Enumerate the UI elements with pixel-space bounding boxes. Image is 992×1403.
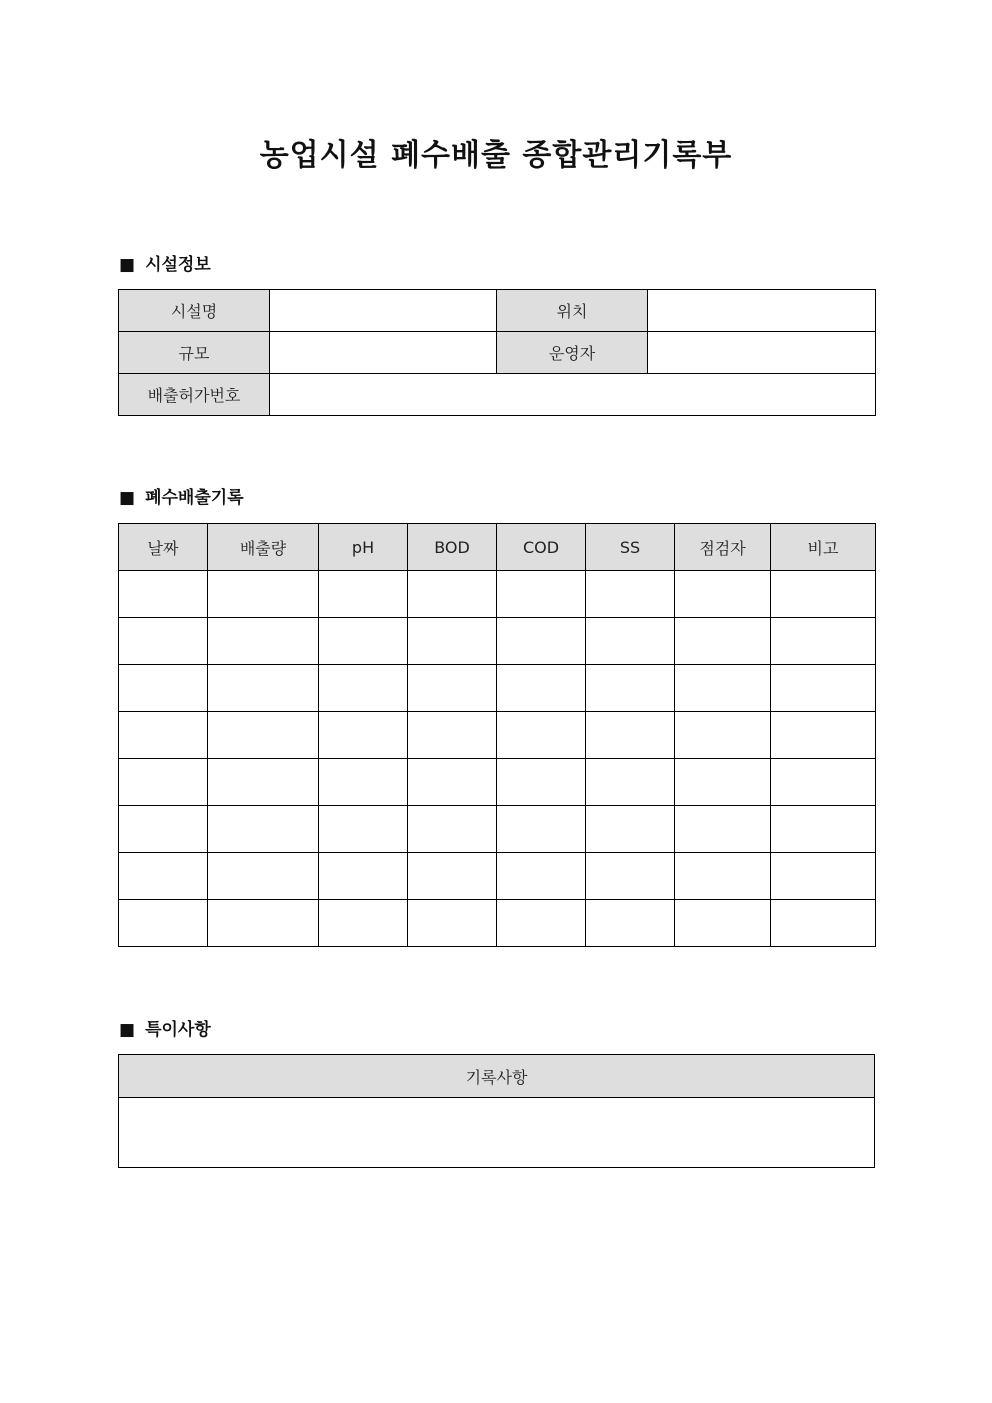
table-cell[interactable] [586,806,675,853]
table-cell[interactable] [319,806,408,853]
table-cell[interactable] [408,900,497,947]
table-cell[interactable] [119,712,208,759]
discharge-heading-text: 폐수배출기록 [145,488,244,508]
table-cell[interactable] [119,806,208,853]
facility-row-scale-operator [119,332,876,374]
table-cell[interactable] [319,571,408,618]
scale-field[interactable] [270,332,497,374]
column-header-ph: pH [319,524,408,571]
table-cell[interactable] [675,759,771,806]
table-cell[interactable] [497,806,586,853]
facility-name-field[interactable] [270,290,497,332]
table-cell[interactable] [675,853,771,900]
table-cell[interactable] [408,571,497,618]
table-cell[interactable] [208,665,319,712]
column-header-bod: BOD [408,524,497,571]
table-row [119,665,876,712]
table-cell[interactable] [771,853,876,900]
location-field[interactable] [648,290,876,332]
table-cell[interactable] [119,759,208,806]
table-cell[interactable] [319,618,408,665]
table-cell[interactable] [408,665,497,712]
table-cell[interactable] [586,900,675,947]
discharge-header-row [119,524,876,571]
table-cell[interactable] [208,900,319,947]
document-title: 농업시설 폐수배출 종합관리기록부 [259,138,733,173]
facility-section-heading [119,253,211,277]
table-row [119,571,876,618]
permit-number-field[interactable] [270,374,876,416]
table-cell[interactable] [119,618,208,665]
column-header-inspector: 점검자 [675,524,771,571]
table-cell[interactable] [771,900,876,947]
table-cell[interactable] [675,900,771,947]
column-header-date: 날짜 [119,524,208,571]
discharge-section-heading [119,486,244,510]
table-cell[interactable] [319,712,408,759]
discharge-record-table [118,523,876,947]
table-row [119,900,876,947]
table-cell[interactable] [408,712,497,759]
table-cell[interactable] [675,618,771,665]
table-cell[interactable] [771,618,876,665]
table-cell[interactable] [497,712,586,759]
facility-name-label: 시설명 [119,290,270,332]
table-row [119,759,876,806]
notes-header-row [119,1055,875,1098]
table-cell[interactable] [319,665,408,712]
table-cell[interactable] [208,759,319,806]
notes-heading-text: 특이사항 [145,1020,211,1040]
square-bullet-icon: ■ [119,255,136,275]
table-cell[interactable] [208,712,319,759]
table-cell[interactable] [586,712,675,759]
notes-table [118,1054,875,1168]
table-cell[interactable] [408,618,497,665]
table-cell[interactable] [319,759,408,806]
table-row [119,806,876,853]
column-header-cod: COD [497,524,586,571]
table-cell[interactable] [771,759,876,806]
table-cell[interactable] [208,853,319,900]
table-cell[interactable] [319,853,408,900]
table-cell[interactable] [319,900,408,947]
table-row [119,853,876,900]
table-cell[interactable] [675,665,771,712]
column-header-ss: SS [586,524,675,571]
table-cell[interactable] [497,900,586,947]
table-cell[interactable] [771,665,876,712]
table-row [119,712,876,759]
table-cell[interactable] [208,571,319,618]
table-cell[interactable] [408,806,497,853]
operator-field[interactable] [648,332,876,374]
column-header-discharge-volume: 배출량 [208,524,319,571]
facility-row-permit [119,374,876,416]
table-cell[interactable] [119,571,208,618]
notes-body-row [119,1098,875,1168]
table-cell[interactable] [119,665,208,712]
table-cell[interactable] [497,571,586,618]
table-cell[interactable] [771,806,876,853]
scale-label: 규모 [119,332,270,374]
permit-number-label: 배출허가번호 [119,374,270,416]
facility-heading-text: 시설정보 [145,255,211,275]
table-cell[interactable] [675,712,771,759]
table-cell[interactable] [586,618,675,665]
table-cell[interactable] [497,853,586,900]
table-cell[interactable] [586,853,675,900]
facility-info-table [118,289,876,416]
table-row [119,618,876,665]
table-cell[interactable] [586,665,675,712]
location-label: 위치 [497,290,648,332]
table-cell[interactable] [771,571,876,618]
table-cell[interactable] [119,900,208,947]
table-cell[interactable] [675,806,771,853]
notes-column-header: 기록사항 [119,1055,875,1098]
table-cell[interactable] [497,759,586,806]
table-cell[interactable] [119,853,208,900]
facility-row-name-location [119,290,876,332]
column-header-remarks: 비고 [771,524,876,571]
table-cell[interactable] [497,618,586,665]
square-bullet-icon: ■ [119,488,136,508]
notes-content-field[interactable] [119,1098,875,1168]
table-cell[interactable] [586,759,675,806]
table-cell[interactable] [586,571,675,618]
table-cell[interactable] [497,665,586,712]
table-cell[interactable] [208,618,319,665]
notes-section-heading [119,1018,211,1042]
table-cell[interactable] [771,712,876,759]
table-cell[interactable] [208,806,319,853]
table-cell[interactable] [408,759,497,806]
operator-label: 운영자 [497,332,648,374]
table-cell[interactable] [408,853,497,900]
table-cell[interactable] [675,571,771,618]
square-bullet-icon: ■ [119,1020,136,1040]
